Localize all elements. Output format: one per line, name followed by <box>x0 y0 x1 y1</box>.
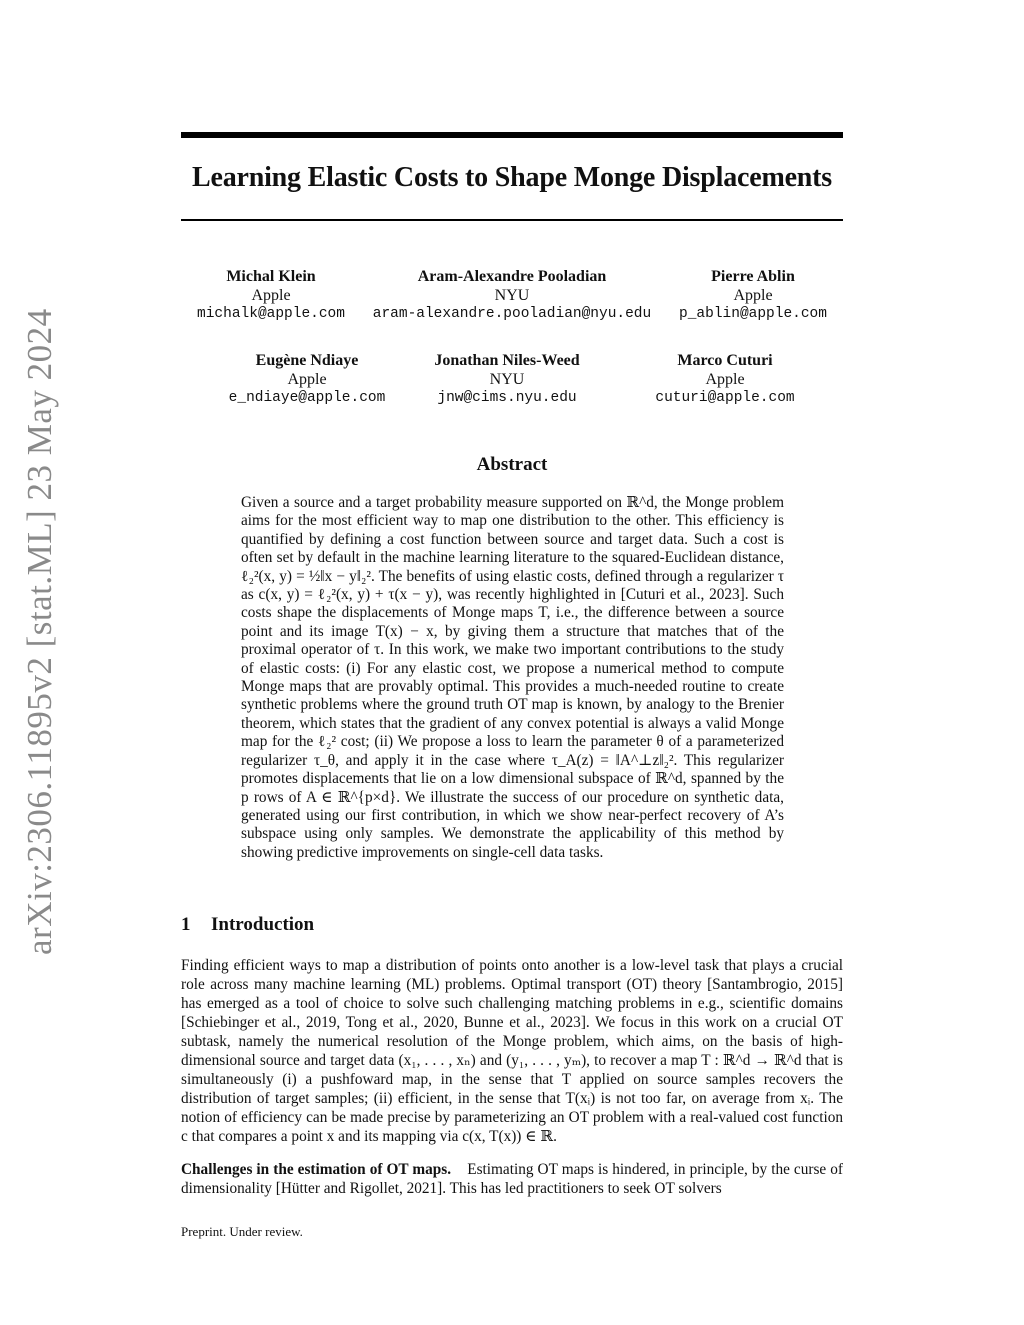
author-email[interactable]: aram-alexandre.pooladian@nyu.edu <box>372 306 652 322</box>
section-number: 1 <box>181 914 191 935</box>
abstract-text: Given a source and a target probability measure supported on ℝ^d, the Monge problem aims for the most efficient way to map one distribution to the other. This efficiency is quantified by defining a cost function between source and target data. Such a cost is often set by default in the machine learning literature to the squared-Euclidean distance, ℓ₂²(x, y) = ½‖x − y‖₂². The benefits of using elastic costs, defined through a regularizer τ as c(x, y) = ℓ₂²(x, y) + τ(x − y), was recently highlighted in [Cuturi et al., 2023]. Such costs shape the displacements of Monge maps T, i.e., the difference between a source point and its image T(x) − x, by giving them a structure that matches that of the proximal operator of τ. In this work, we make two important contributions to the study of elastic costs: (i) For any elastic cost, we propose a numerical method to compute Monge maps that are provably optimal. This provides a much-needed routine to create synthetic problems where the ground truth OT map is known, by analogy to the Brenier theorem, which states that the gradient of any convex potential is always a valid Monge map for the ℓ₂² cost; (ii) We propose a loss to learn the parameter θ of a parameterized regularizer τ_θ, and apply it in the case where τ_A(z) = ‖A^⊥z‖₂². This regularizer promotes displacements that lie on a low dimensional subspace of ℝ^d, spanned by the p rows of A ∈ ℝ^{p×d}. We illustrate the success of our procedure on synthetic data, generated using our first contribution, in which we show near-perfect recovery of A’s subspace using only samples. We demonstrate the applicability of this method by showing predictive improvements on single-cell data tasks. <box>241 494 784 861</box>
abstract-body <box>241 494 784 862</box>
author-email[interactable]: e_ndiaye@apple.com <box>228 390 386 406</box>
title-rule-bottom <box>181 219 843 221</box>
intro-paragraph-text: Finding efficient ways to map a distribution of points onto another is a low-level task that plays a crucial role across many machine learning (ML) problems. Optimal transport (OT) theory [Santambrogio, 2015] has emerged as a tool of choice to solve such challenging matching problems in e.g., scientific domains [Schiebinger et al., 2019, Tong et al., 2020, Bunne et al., 2023]. We focus in this work on a crucial OT subtask, namely the numerical resolution of the Monge problem, which aims, on the basis of high-dimensional source and target data (x₁, . . . , xₙ) and (y₁, . . . , yₘ), to recover a map T : ℝ^d → ℝ^d that is simultaneously (i) a pushfoward map, in the sense that T applied on source samples recovers the distribution of target samples; (ii) efficient, in the sense that T(xᵢ) is not too far, on average from xᵢ. The notion of efficiency can be made precise by parameterizing an OT problem with a real-valued cost function c that compares a point x and its mapping via c(x, T(x)) ∈ ℝ. <box>181 957 843 1145</box>
author-email[interactable]: jnw@cims.nyu.edu <box>437 390 577 406</box>
author-affiliation: NYU <box>494 287 530 304</box>
abstract-heading: Abstract <box>476 454 548 475</box>
section-heading <box>181 914 314 936</box>
section-title: Introduction <box>211 914 315 935</box>
footer-note: Preprint. Under review. <box>181 1224 303 1239</box>
author-affiliation: Apple <box>733 287 773 304</box>
author-name: Eugène Ndiaye <box>255 352 359 369</box>
author-email[interactable]: p_ablin@apple.com <box>679 306 827 322</box>
author-name: Jonathan Niles-Weed <box>434 352 580 369</box>
author-block <box>417 351 597 408</box>
paragraph-heading: Challenges in the estimation of OT maps. <box>181 1161 452 1178</box>
author-name: Aram-Alexandre Pooladian <box>417 268 607 285</box>
author-block <box>667 267 839 324</box>
author-email[interactable]: michalk@apple.com <box>197 306 345 322</box>
challenges-paragraph-text: Estimating OT maps is hindered, in principle, by the curse of dimensionality [Hütter and Rigollet, 2021]. This has led practitioners to seek OT solvers <box>181 1161 843 1197</box>
challenges-paragraph <box>181 1160 843 1198</box>
author-name: Marco Cuturi <box>677 352 773 369</box>
author-affiliation: Apple <box>251 287 291 304</box>
paper-title: Learning Elastic Costs to Shape Monge Displacements <box>191 162 833 193</box>
author-name: Pierre Ablin <box>711 268 795 285</box>
author-block <box>217 351 397 408</box>
author-block <box>367 267 657 324</box>
author-name: Michal Klein <box>226 268 316 285</box>
author-block <box>181 267 361 324</box>
author-affiliation: Apple <box>705 371 745 388</box>
title-rule-top <box>181 132 843 138</box>
author-block <box>635 351 815 408</box>
arxiv-stamp: arXiv:2306.11895v2 [stat.ML] 23 May 2024 <box>20 308 59 955</box>
author-affiliation: NYU <box>489 371 525 388</box>
author-email[interactable]: cuturi@apple.com <box>655 390 795 406</box>
intro-paragraph <box>181 956 843 1146</box>
author-affiliation: Apple <box>287 371 327 388</box>
